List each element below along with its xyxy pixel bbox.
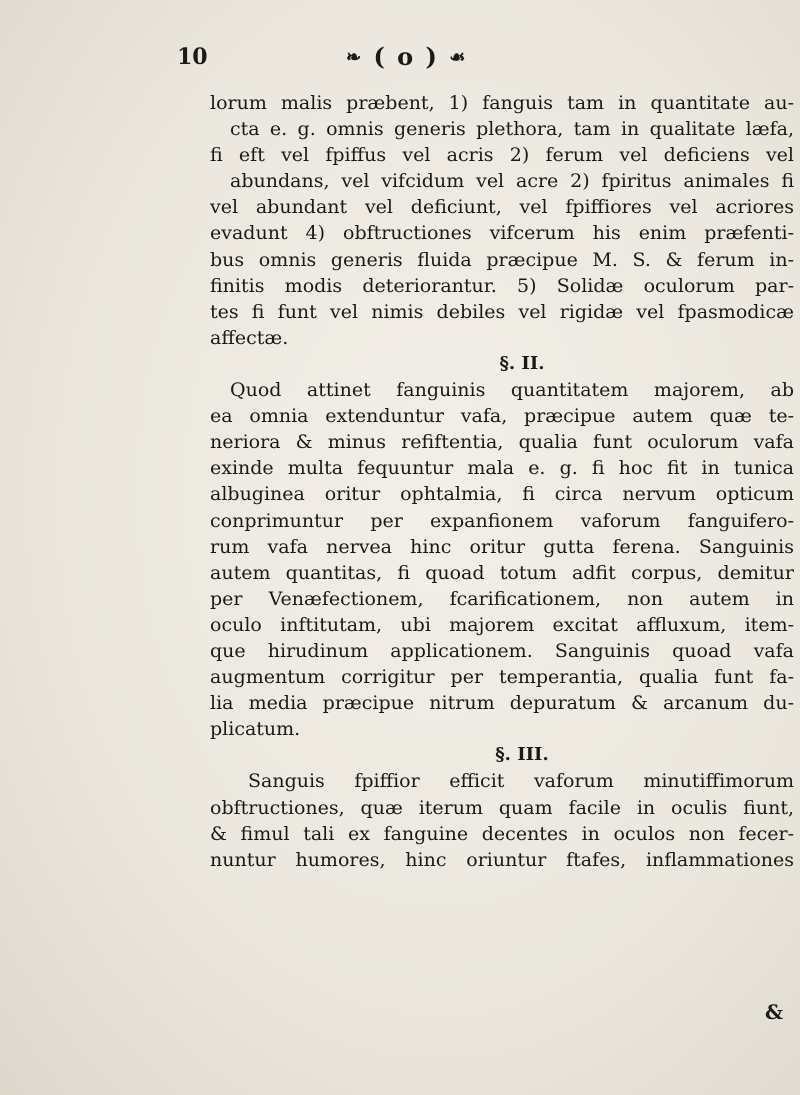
- section-heading: §. II.: [499, 352, 545, 374]
- page-header: [0, 36, 800, 76]
- ornament-right-icon: ☙: [449, 47, 468, 68]
- text-line: lorum malis præbent, 1) fanguis tam in quantitate au-: [210, 92, 794, 114]
- body-text: [210, 90, 794, 873]
- text-line: augmentum corrigitur per temperantia, qualia funt fa-: [210, 666, 794, 689]
- section-heading: §. III.: [495, 744, 549, 766]
- text-line: obftructiones, quæ iterum quam facile in oculis fiunt,: [210, 796, 794, 819]
- text-line: autem quantitas, fi quoad totum adfit corpus, demitur: [210, 561, 794, 584]
- text-line: Quod attinet fanguinis quantitatem majorem, ab: [230, 379, 794, 402]
- running-head-text: ( o ): [373, 42, 439, 71]
- text-line: albuginea oritur ophtalmia, fi circa nervum opticum: [210, 483, 794, 506]
- text-line: rum vafa nervea hinc oritur gutta ferena. Sanguinis: [210, 535, 794, 558]
- text-line: tes fi funt vel nimis debiles vel rigidæ vel fpasmodicæ: [210, 300, 794, 323]
- text-line: plicatum.: [210, 718, 301, 741]
- text-line: exinde multa fequuntur mala e. g. fi hoc fit in tunica: [210, 457, 794, 480]
- text-line: evadunt 4) obftructiones vifcerum his enim præfenti-: [210, 222, 794, 245]
- text-line: ea omnia extenduntur vafa, præcipue autem quæ te-: [210, 405, 794, 428]
- text-line: nuntur humores, hinc oriuntur ftafes, inflammationes: [210, 848, 794, 871]
- text-line: fi eft vel fpiffus vel acris 2) ferum vel deficiens vel: [210, 144, 794, 167]
- text-line: finitis modis deteriorantur. 5) Solidæ oculorum par-: [210, 274, 794, 297]
- text-line: Sanguis fpiffior efficit vaforum minutiffimorum: [248, 770, 794, 793]
- text-line: conprimuntur per expanfionem vaforum fanguifero-: [210, 509, 794, 532]
- ornament-left-icon: ❧: [346, 47, 364, 68]
- text-line: cta e. g. omnis generis plethora, tam in qualitate læfa,: [230, 118, 794, 141]
- text-line: vel abundant vel deficiunt, vel fpiffiores vel acriores: [210, 196, 794, 219]
- text-line: neriora & minus refiftentia, qualia funt oculorum vafa: [210, 431, 794, 454]
- text-line: lia media præcipue nitrum depuratum & arcanum du-: [210, 692, 794, 715]
- text-line: abundans, vel vifcidum vel acre 2) fpiritus animales fi: [230, 170, 794, 193]
- text-line: & fimul tali ex fanguine decentes in oculos non fecer-: [210, 822, 794, 845]
- running-head: [346, 42, 467, 71]
- text-line: oculo inftitutam, ubi majorem excitat affluxum, item-: [210, 613, 794, 636]
- text-line: que hirudinum applicationem. Sanguinis quoad vafa: [210, 639, 794, 662]
- text-line: bus omnis generis fluida præcipue M. S. & ferum in-: [210, 248, 794, 271]
- text-line: affectæ.: [210, 326, 289, 349]
- catchword: &: [765, 1000, 784, 1024]
- text-line: per Venæfectionem, fcarificationem, non autem in: [210, 587, 794, 610]
- page-number: 10: [177, 44, 208, 70]
